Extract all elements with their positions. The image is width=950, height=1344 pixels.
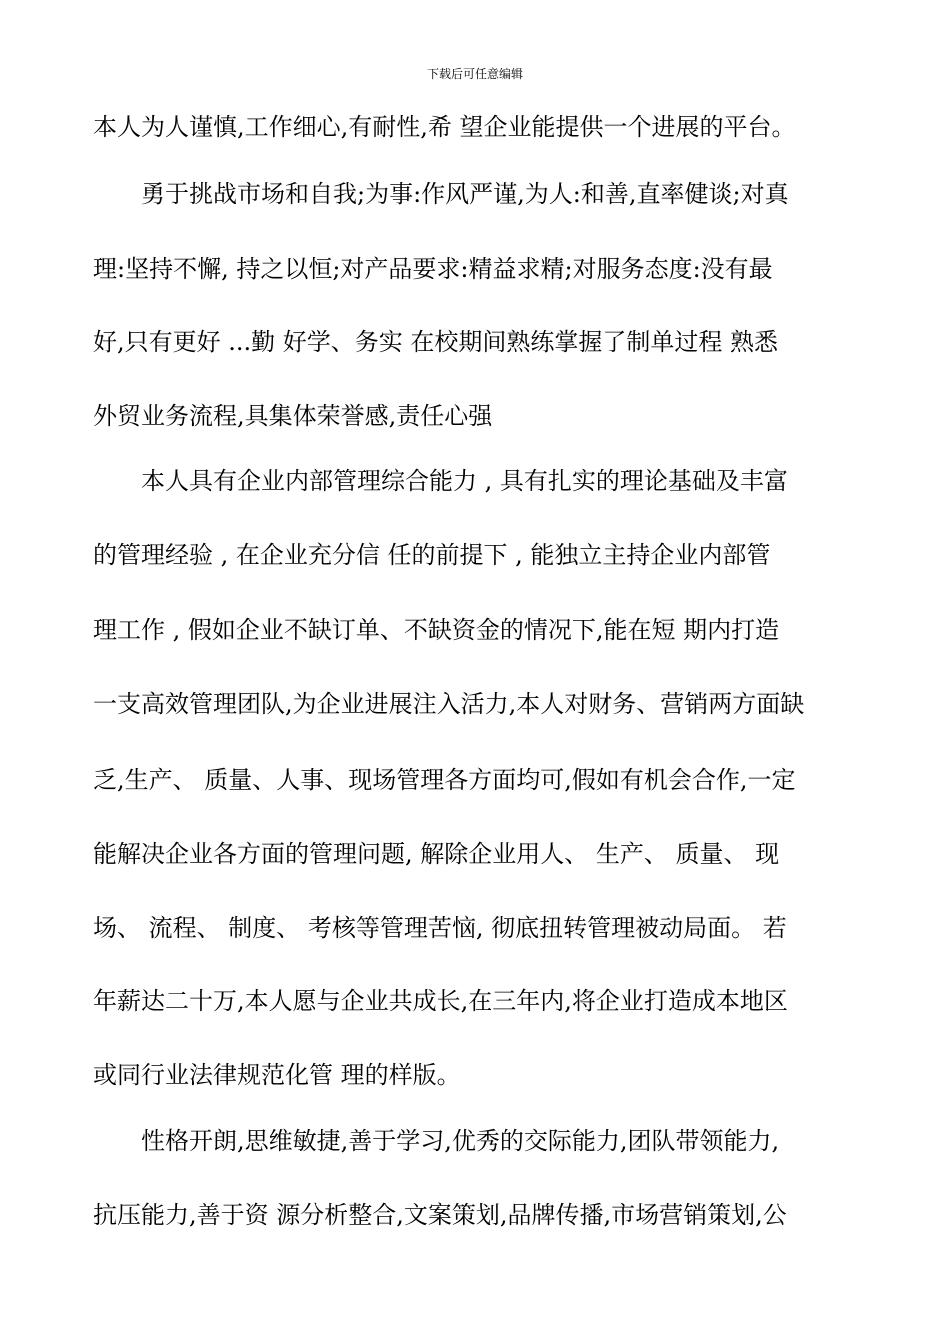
text-line: 或同行业法律规范化管 理的样版。 [93, 1061, 461, 1089]
text-line: 能解决企业各方面的管理问题, 解除企业用人、 生产、 质量、 现 [93, 840, 780, 868]
text-line: 年薪达二十万,本人愿与企业共成长,在三年内,将企业打造成本地区 [93, 987, 788, 1015]
text-line: 理工作 , 假如企业不缺订单、不缺资金的情况下,能在短 期内打造 [93, 616, 780, 644]
text-line: 理:坚持不懈, 持之以恒;对产品要求:精益求精;对服务态度:没有最 [93, 255, 773, 283]
text-line: 乏,生产、 质量、人事、现场管理各方面均可,假如有机会合作,一定 [93, 766, 796, 794]
text-line: 性格开朗,思维敏捷,善于学习,优秀的交际能力,团队带领能力, [141, 1127, 780, 1155]
text-line: 好,只有更好 ...勤 好学、务实 在校期间熟练掌握了制单过程 熟悉 [93, 328, 779, 356]
text-line: 的管理经验 , 在企业充分信 任的前提下 , 能独立主持企业内部管 [93, 541, 771, 569]
text-line: 本人为人谨慎,工作细心,有耐性,希 望企业能提供一个进展的平台。 [93, 113, 796, 141]
text-line: 一支高效管理团队,为企业进展注入活力,本人对财务、营销两方面缺 [93, 690, 805, 718]
text-line: 抗压能力,善于资 源分析整合,文案策划,品牌传播,市场营销策划,公 [93, 1201, 787, 1229]
text-line: 场、 流程、 制度、 考核等管理苦恼, 彻底扭转管理被动局面。 若 [93, 914, 787, 942]
text-line: 外贸业务流程,具集体荣誉感,责任心强 [93, 402, 493, 430]
text-line: 勇于挑战市场和自我;为事:作风严谨,为人:和善,直率健谈;对真 [141, 180, 789, 208]
page-header: 下载后可任意编辑 [426, 67, 523, 81]
text-line: 本人具有企业内部管理综合能力 , 具有扎实的理论基础及丰富 [141, 467, 788, 495]
